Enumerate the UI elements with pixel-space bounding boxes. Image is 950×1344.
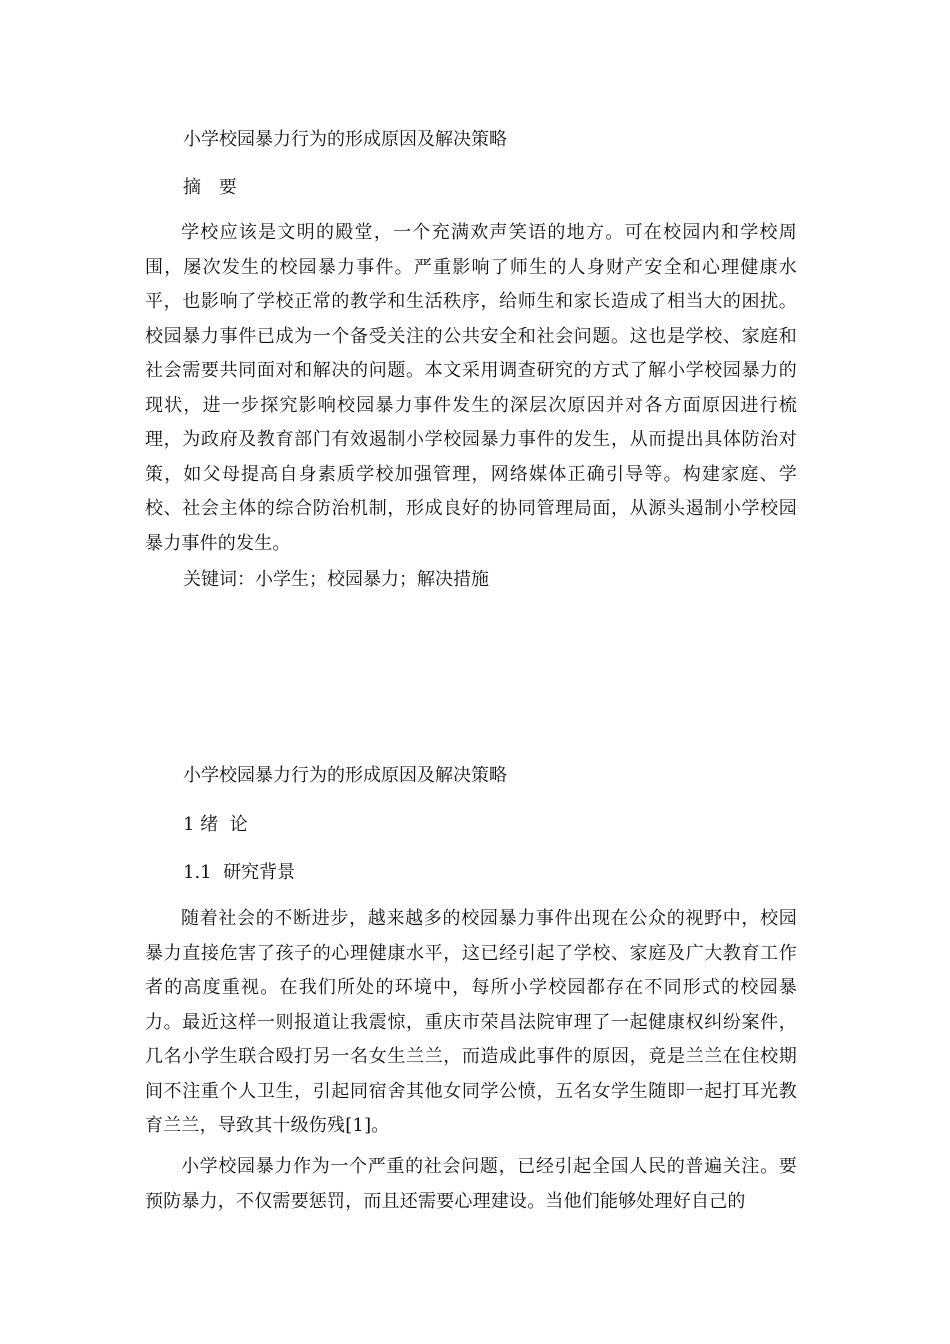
chapter-heading: 1 绪 论 [183, 814, 248, 835]
keywords-line: 关键词：小学生；校园暴力；解决措施 [183, 569, 489, 590]
abstract-heading: 摘 要 [183, 177, 243, 198]
abstract-title: 小学校园暴力行为的形成原因及解决策略 [183, 129, 507, 150]
body-paragraph-1: 随着社会的不断进步，越来越多的校园暴力事件出现在公众的视野中，校园暴力直接危害了孩子的心理健康水平，这已经引起了学校、家庭及广大教育工作者的高度重视。在我们所处的环境中，每所小学校园都存在不同形式的校园暴力。最近这样一则报道让我震惊，重庆市荣昌法院审理了一起健康权纠纷案件，几名小学生联合殴打另一名女生兰兰，而造成此事件的原因，竟是兰兰在住校期间不注重个人卫生，引起同宿舍其他女同学公愤，五名女学生随即一起打耳光教育兰兰，导致其十级伤残[1]。 [145, 908, 797, 1136]
section-heading: 1.1 研究背景 [183, 862, 296, 883]
body-paragraph-2: 小学校园暴力作为一个严重的社会问题，已经引起全国人民的普遍关注。要预防暴力，不仅需要惩罚，而且还需要心理建设。当他们能够处理好自己的 [145, 1156, 797, 1212]
abstract-paragraph: 学校应该是文明的殿堂，一个充满欢声笑语的地方。可在校园内和学校周围，屡次发生的校园暴力事件。严重影响了师生的人身财产安全和心理健康水平，也影响了学校正常的教学和生活秩序，给师生和家长造成了相当大的困扰。校园暴力事件已成为一个备受关注的公共安全和社会问题。这也是学校、家庭和社会需要共同面对和解决的问题。本文采用调查研究的方式了解小学校园暴力的现状，进一步探究影响校园暴力事件发生的深层次原因并对各方面原因进行梳理，为政府及教育部门有效遏制小学校园暴力事件的发生，从而提出具体防治对策，如父母提高自身素质学校加强管理，网络媒体正确引导等。构建家庭、学校、社会主体的综合防治机制，形成良好的协同管理局面，从源头遏制小学校园暴力事件的发生。 [145, 222, 797, 554]
body-title: 小学校园暴力行为的形成原因及解决策略 [183, 765, 507, 786]
